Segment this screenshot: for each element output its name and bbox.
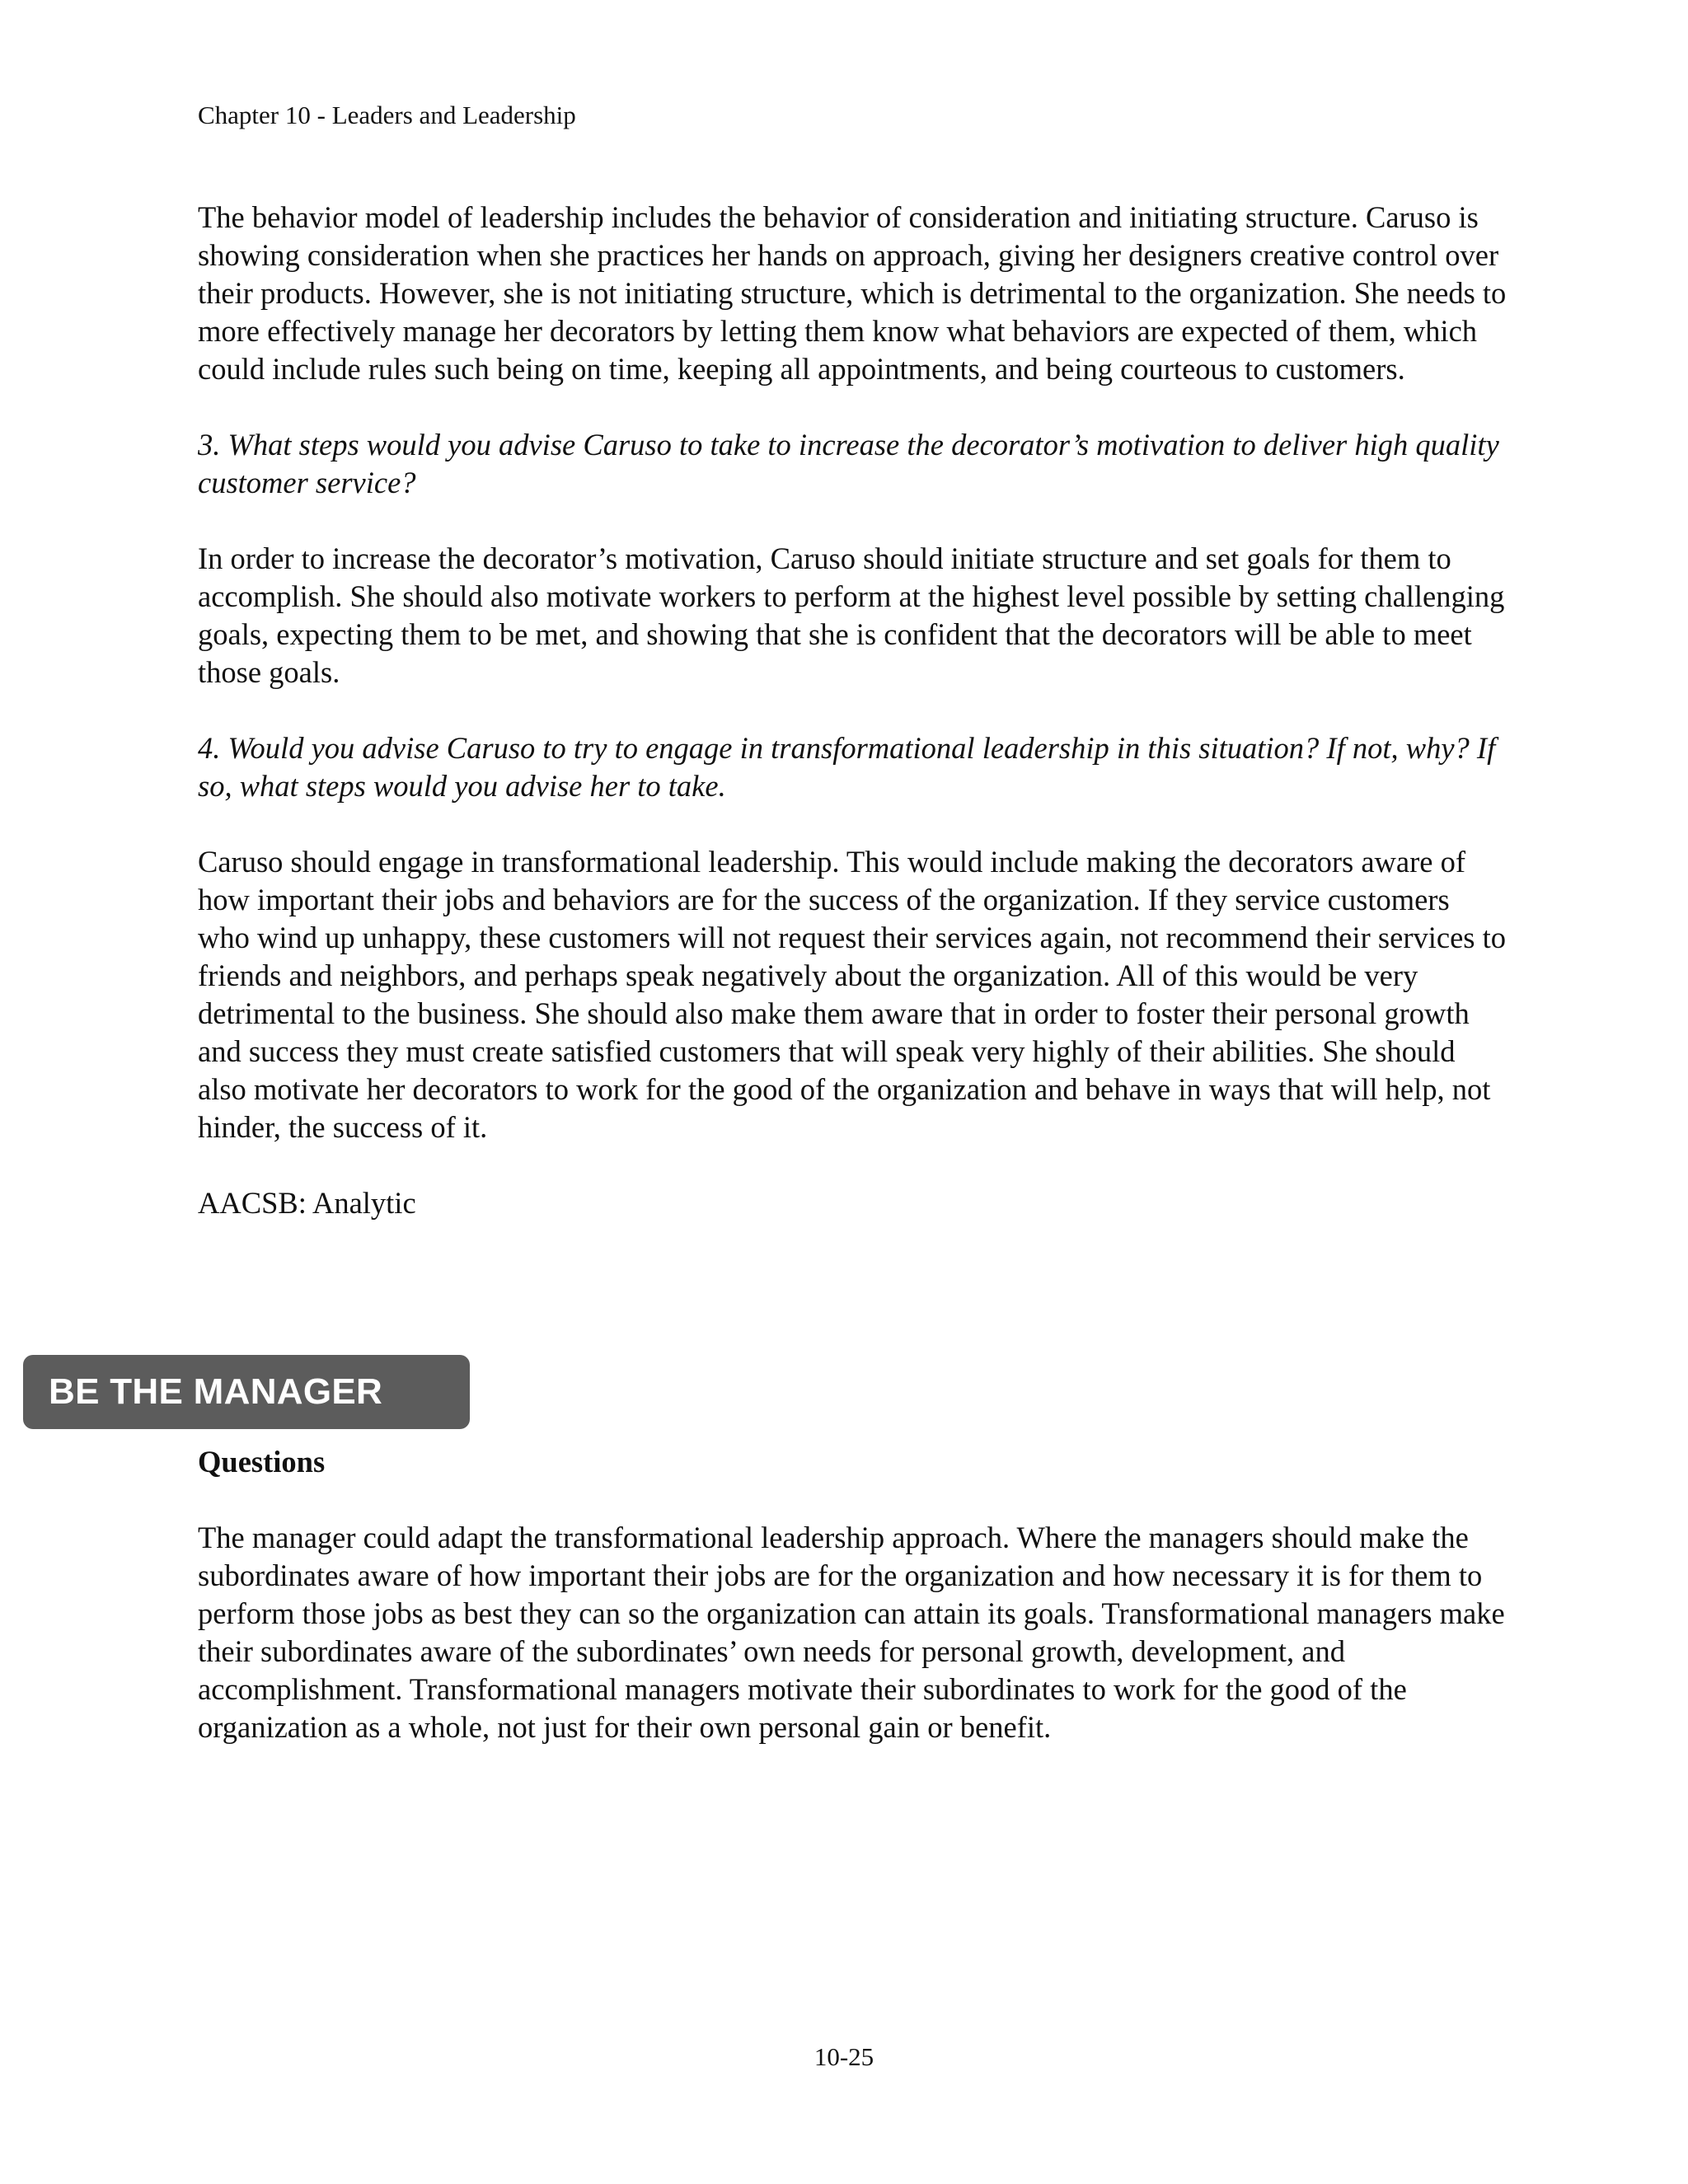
main-content bbox=[198, 199, 1508, 1222]
section-paragraph: The manager could adapt the transformational leadership approach. Where the managers should make the subordinates aware of how important their jobs are for the organization and how necessary it is for them to perform those jobs as best they can so the organization can attain its goals. Transformational managers make their subordinates aware of the subordinates’ own needs for personal growth, development, and accomplishment. Transformational managers motivate their subordinates to work for the good of the organization as a whole, not just for their own personal gain or benefit. bbox=[198, 1521, 1505, 1744]
answer-paragraph-transformational: Caruso should engage in transformational leadership. This would include making the decorators aware of how important their jobs and behaviors are for the success of the organization. If they service customers who wind up unhappy, these customers will not request their services again, not recommend their services to friends and neighbors, and perhaps speak negatively about the organization. All of this would be very detrimental to the business. She should also make them aware that in order to foster their personal growth and success they must create satisfied customers that will speak very highly of their abilities. She should also motivate her decorators to work for the good of the organization and behave in ways that will help, not hinder, the success of it. bbox=[198, 845, 1507, 1144]
question-4: 4. Would you advise Caruso to try to engage in transformational leadership in this situation? If not, why? If so, what steps would you advise her to take. bbox=[198, 731, 1496, 803]
section-banner bbox=[23, 1355, 470, 1429]
section-subheading: Questions bbox=[198, 1445, 326, 1479]
section-banner-title: BE THE MANAGER bbox=[49, 1371, 383, 1412]
answer-paragraph-behavior-model: The behavior model of leadership includes the behavior of consideration and initiating structure. Caruso is showing consideration when she practices her hands on approach, giving her designers creative control over their products. However, she is not initiating structure, which is detrimental to the organization. She needs to more effectively manage her decorators by letting them know what behaviors are expected of them, which could include rules such being on time, keeping all appointments, and being courteous to customers. bbox=[198, 200, 1507, 386]
question-3: 3. What steps would you advise Caruso to take to increase the decorator’s motivation to deliver high quality customer service? bbox=[198, 428, 1499, 499]
aacsb-tag: AACSB: Analytic bbox=[198, 1186, 416, 1220]
answer-paragraph-motivation: In order to increase the decorator’s motivation, Caruso should initiate structure and set goals for them to accomplish. She should also motivate workers to perform at the highest level possible by setting challenging goals, expecting them to be met, and showing that she is confident that the decorators will be able to meet those goals. bbox=[198, 541, 1505, 689]
section-content bbox=[198, 1443, 1508, 1784]
running-header: Chapter 10 - Leaders and Leadership bbox=[198, 101, 576, 129]
page-number: 10-25 bbox=[814, 2042, 874, 2071]
